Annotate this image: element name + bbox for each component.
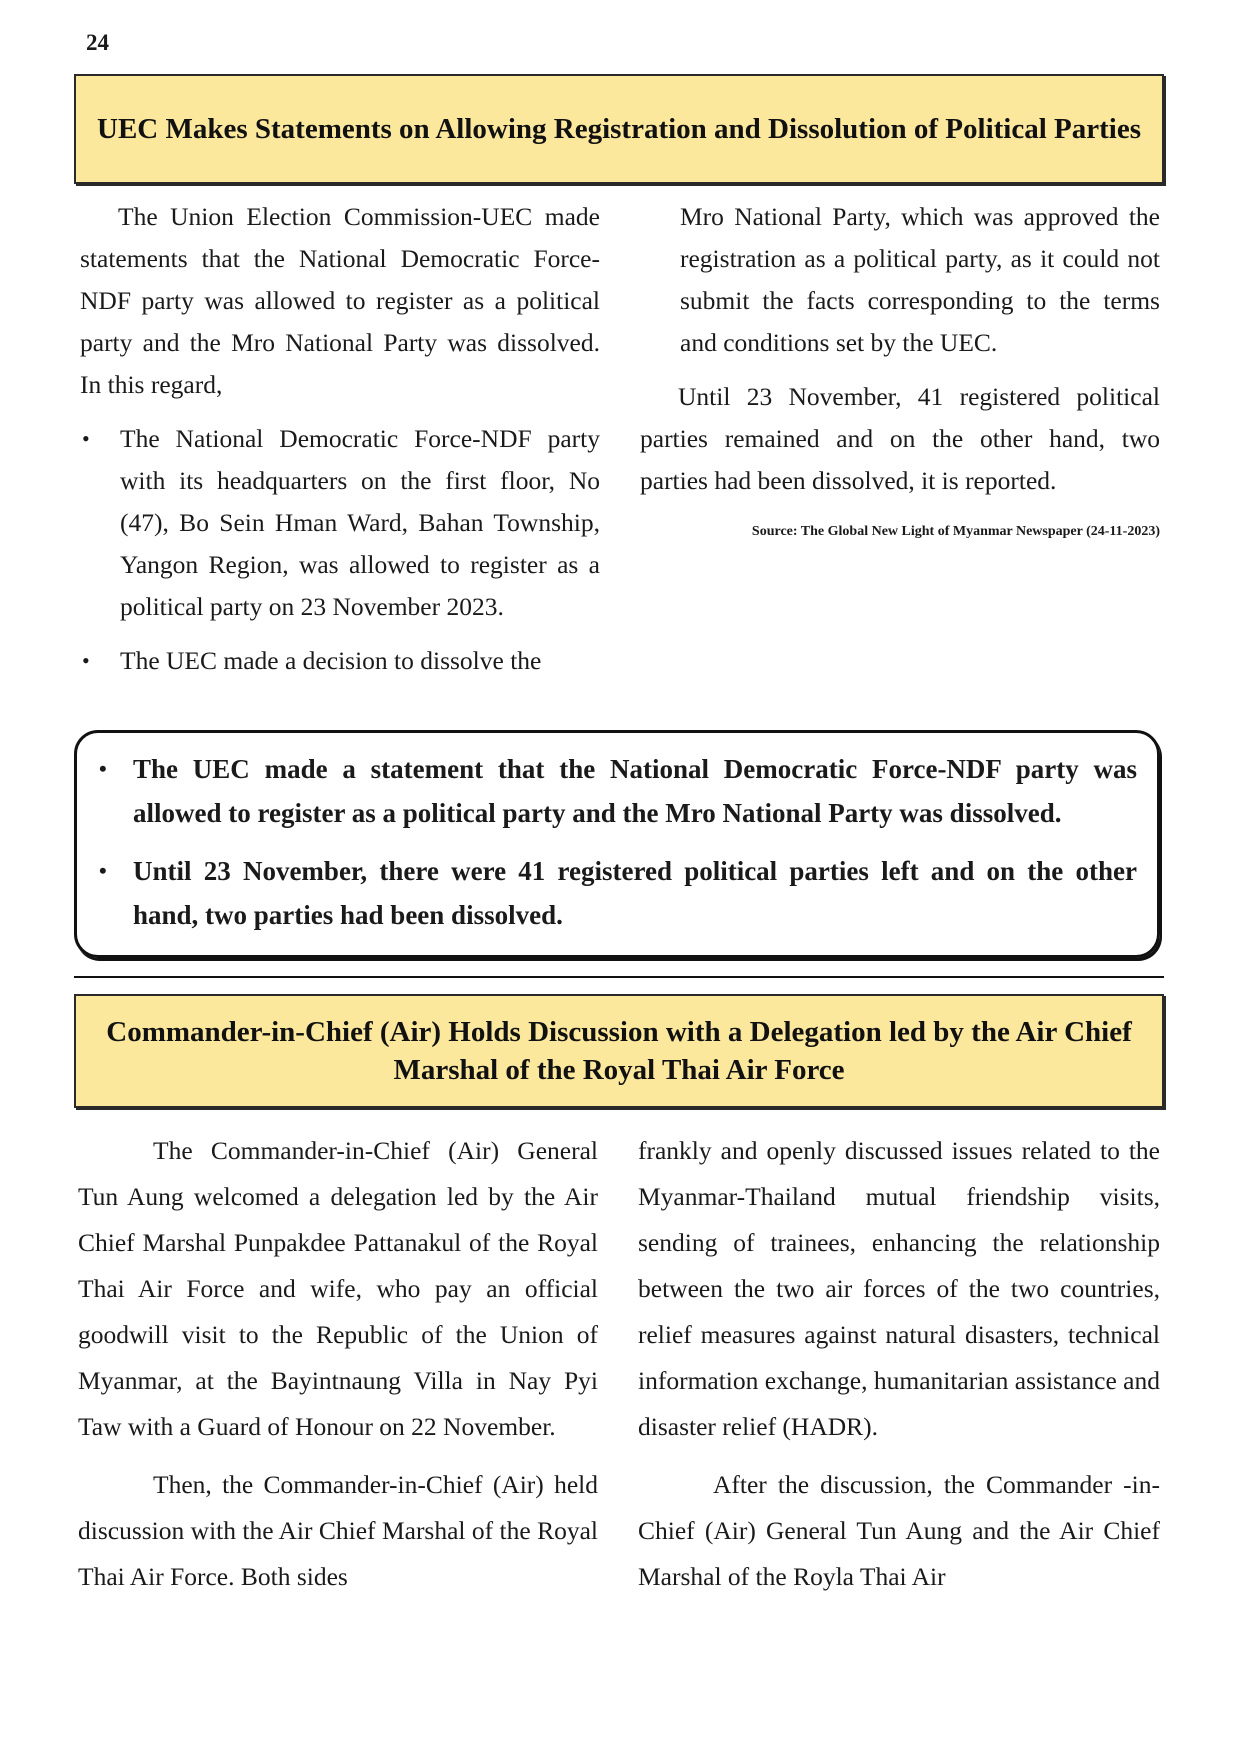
article1-bullet-1: • The National Democratic Force-NDF party with its headquarters on the first floor, No (47), Bo Sein Hman Ward, Bahan Township, Yangon Region, was allowed to register as a political party on 23 November 2023. — [80, 418, 600, 628]
article1-conclusion: Until 23 November, 41 registered political parties remained and on the other hand, two parties had been dissolved, it is reported. — [640, 382, 1160, 495]
article1-bullet-2-continuation: Mro National Party, which was approved the registration as a political party, as it could not submit the facts corresponding to the terms and conditions set by the UEC. — [680, 202, 1160, 357]
summary-box — [74, 730, 1160, 958]
article2-title: Commander-in-Chief (Air) Holds Discussion with a Delegation led by the Air Chief Marshal of the Royal Thai Air Force — [106, 1016, 1132, 1086]
article1-intro: The Union Election Commission-UEC made statements that the National Democratic Force-NDF party was allowed to register as a political party and the Mro National Party was dissolved. In this regard, — [80, 202, 600, 399]
article1-source: Source: The Global New Light of Myanmar Newspaper (24-11-2023) — [751, 524, 1160, 539]
article1-title: UEC Makes Statements on Allowing Registration and Dissolution of Political Parties — [97, 113, 1141, 145]
summary-point-2: • Until 23 November, there were 41 registered political parties left and on the other hand, two parties had been dissolved. — [97, 849, 1137, 937]
summary-point-1: • The UEC made a statement that the National Democratic Force-NDF party was allowed to register as a political party and the Mro National Party was dissolved. — [97, 747, 1137, 835]
article1-right-column — [640, 196, 1160, 542]
article2-right-para-1: frankly and openly discussed issues related to the Myanmar-Thailand mutual friendship visits, sending of trainees, enhancing the relationship between the two air forces of the two countries, relief measures against natural disasters, technical information exchange, humanitarian assistance and disaster relief (HADR). — [638, 1136, 1160, 1441]
article2-right-para-2: After the discussion, the Commander -in-Chief (Air) General Tun Aung and the Air Chief Marshal of the Royla Thai Air — [638, 1470, 1160, 1591]
summary-list — [97, 747, 1137, 937]
article1-title-box — [74, 74, 1164, 184]
article1-bullet-2: • The UEC made a decision to dissolve the — [80, 640, 600, 682]
article2-left-para-1: The Commander-in-Chief (Air) General Tun Aung welcomed a delegation led by the Air Chief Marshal Punpakdee Pattanakul of the Royal Thai Air Force and wife, who pay an official goodwill visit to the Republic of the Union of Myanmar, at the Bayintnaung Villa in Nay Pyi Taw with a Guard of Honour on 22 November. — [78, 1136, 598, 1441]
section-divider — [74, 976, 1164, 978]
article2-right-column — [638, 1128, 1160, 1600]
article1-left-column — [80, 196, 600, 682]
article2-left-para-2: Then, the Commander-in-Chief (Air) held discussion with the Air Chief Marshal of the Royal Thai Air Force. Both sides — [78, 1470, 598, 1591]
page-number: 24 — [86, 30, 109, 55]
article1-bullet-list — [80, 418, 600, 682]
article2-left-column — [78, 1128, 598, 1600]
article2-title-box — [74, 994, 1164, 1108]
